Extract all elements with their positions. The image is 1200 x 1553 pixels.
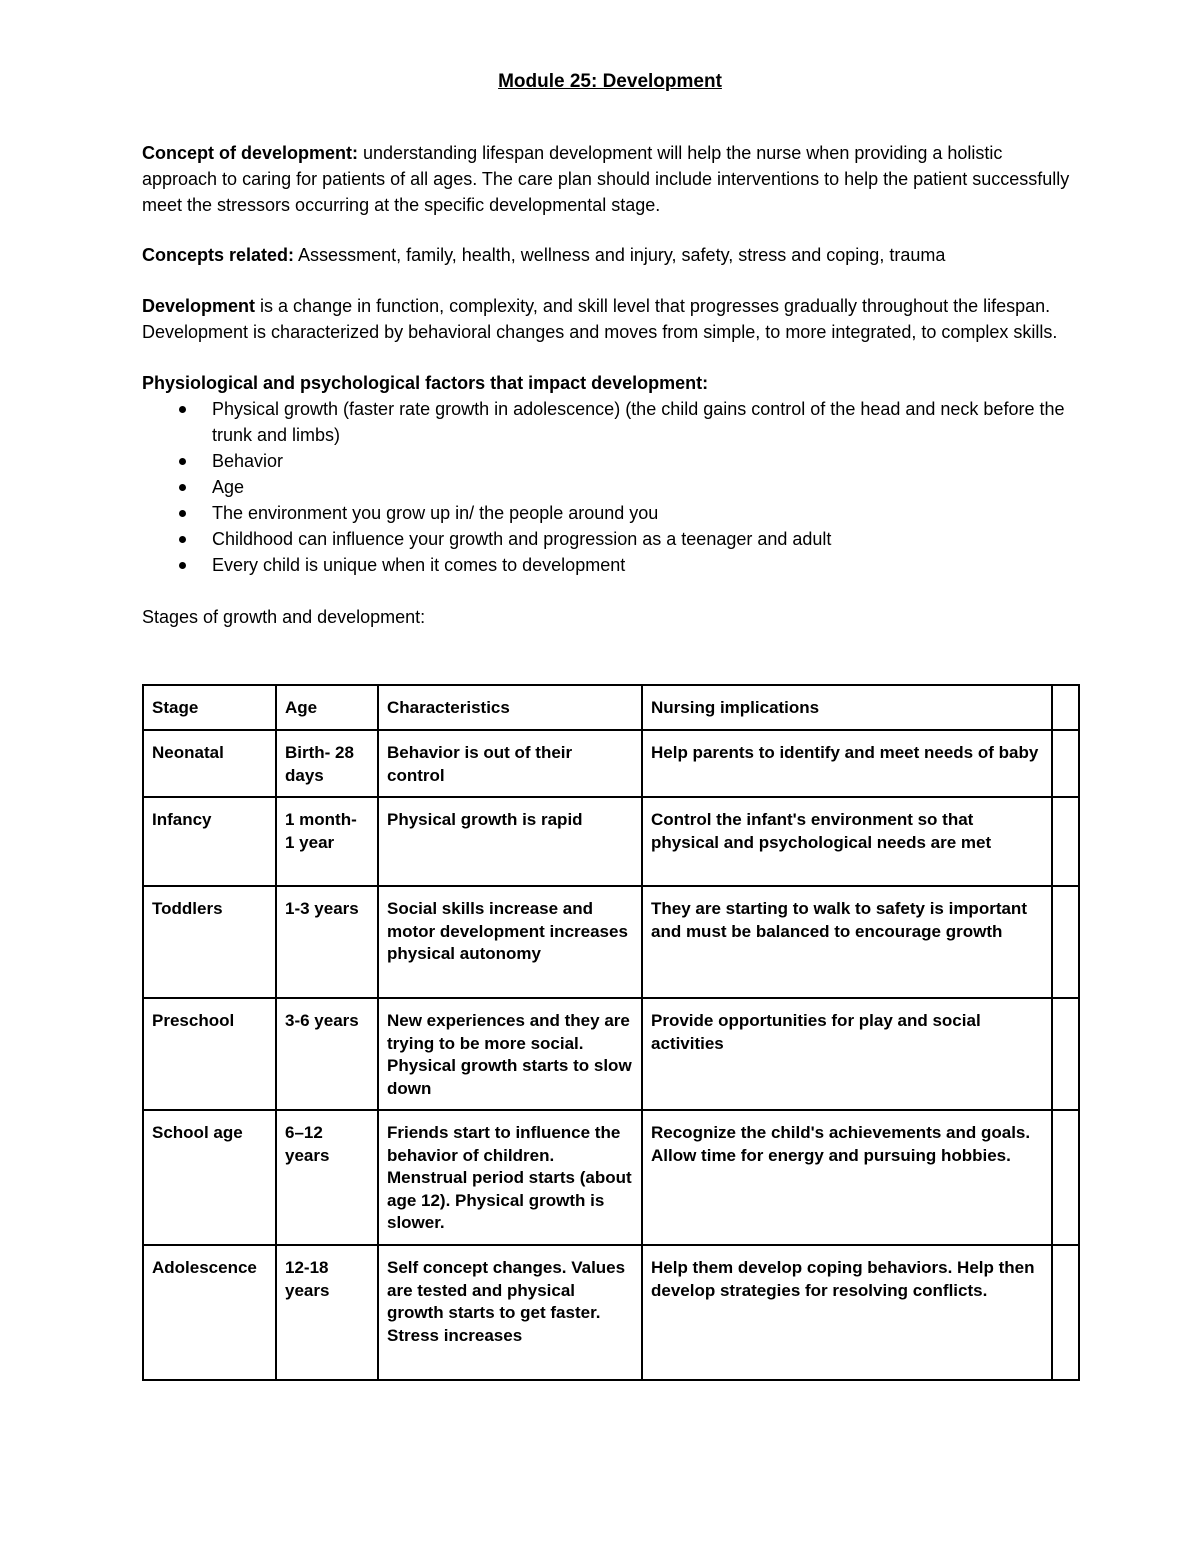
table-row [143, 797, 1079, 886]
bullet-icon [179, 484, 186, 491]
development-paragraph [142, 293, 1078, 345]
table-row [143, 1110, 1079, 1245]
cell-characteristics: Social skills increase and motor development increases physical autonomy [378, 886, 642, 998]
factors-list [142, 396, 1078, 578]
cell-characteristics: Physical growth is rapid [378, 797, 642, 886]
list-item: Childhood can influence your growth and progression as a teenager and adult [142, 526, 1078, 552]
cell-characteristics: Friends start to influence the behavior of children. Menstrual period starts (about age 12). Physical growth is slower. [378, 1110, 642, 1245]
header-age: Age [276, 685, 378, 730]
cell-age: 3-6 years [276, 998, 378, 1110]
cell-stage: Infancy [143, 797, 276, 886]
bullet-icon [179, 562, 186, 569]
bullet-icon [179, 406, 186, 413]
cell-characteristics: Self concept changes. Values are tested and physical growth starts to get faster. Stress increases [378, 1245, 642, 1380]
table-row [143, 998, 1079, 1110]
development-label: Development [142, 296, 256, 316]
table-row [143, 886, 1079, 998]
list-item: The environment you grow up in/ the people around you [142, 500, 1078, 526]
factors-heading: Physiological and psychological factors that impact development: [142, 373, 709, 393]
empty-cell [1052, 886, 1079, 998]
bullet-icon [179, 536, 186, 543]
cell-stage: School age [143, 1110, 276, 1245]
cell-implications: Help parents to identify and meet needs of baby [642, 730, 1052, 797]
cell-age: 1 month- 1 year [276, 797, 378, 886]
cell-age: 6–12 years [276, 1110, 378, 1245]
table-header-row [143, 685, 1079, 730]
header-stage: Stage [143, 685, 276, 730]
cell-stage: Preschool [143, 998, 276, 1110]
concept-label: Concept of development: [142, 143, 359, 163]
empty-cell [1052, 797, 1079, 886]
cell-age: 12-18 years [276, 1245, 378, 1380]
header-implications: Nursing implications [642, 685, 1052, 730]
bullet-icon [179, 458, 186, 465]
list-item: Every child is unique when it comes to development [142, 552, 1078, 578]
development-text: is a change in function, complexity, and skill level that progresses gradually throughout the lifespan. Development is characterized by behavioral changes and moves from simple, to more integrated, to complex skills. [142, 296, 1058, 342]
document-page [142, 68, 1078, 630]
cell-age: Birth- 28 days [276, 730, 378, 797]
empty-cell [1052, 685, 1079, 730]
cell-stage: Toddlers [143, 886, 276, 998]
cell-stage: Neonatal [143, 730, 276, 797]
concept-paragraph [142, 140, 1078, 218]
page-title: Module 25: Development [498, 71, 722, 92]
stages-table [142, 684, 1080, 1381]
empty-cell [1052, 998, 1079, 1110]
cell-implications: Control the infant's environment so that physical and psychological needs are met [642, 797, 1052, 886]
cell-implications: Recognize the child's achievements and goals. Allow time for energy and pursuing hobbies. [642, 1110, 1052, 1245]
table-row [143, 1245, 1079, 1380]
cell-characteristics: New experiences and they are trying to be more social. Physical growth starts to slow down [378, 998, 642, 1110]
cell-implications: Help them develop coping behaviors. Help then develop strategies for resolving conflicts. [642, 1245, 1052, 1380]
cell-implications: Provide opportunities for play and social activities [642, 998, 1052, 1110]
bullet-icon [179, 510, 186, 517]
empty-cell [1052, 1245, 1079, 1380]
header-characteristics: Characteristics [378, 685, 642, 730]
list-item: Behavior [142, 448, 1078, 474]
empty-cell [1052, 1110, 1079, 1245]
related-text: Assessment, family, health, wellness and injury, safety, stress and coping, trauma [294, 245, 946, 265]
cell-characteristics: Behavior is out of their control [378, 730, 642, 797]
cell-implications: They are starting to walk to safety is important and must be balanced to encourage growth [642, 886, 1052, 998]
cell-age: 1-3 years [276, 886, 378, 998]
table-row [143, 730, 1079, 797]
list-item: Age [142, 474, 1078, 500]
concept-text: understanding lifespan development will help the nurse when providing a holistic approach to caring for patients of all ages. The care plan should include interventions to help the patient successfully meet the stressors occurring at the specific developmental stage. [142, 143, 1070, 215]
related-paragraph [142, 242, 1078, 268]
list-item: Physical growth (faster rate growth in adolescence) (the child gains control of the head and neck before the trunk and limbs) [142, 396, 1078, 448]
related-label: Concepts related: [142, 245, 295, 265]
stages-heading: Stages of growth and development: [142, 607, 426, 627]
cell-stage: Adolescence [143, 1245, 276, 1380]
empty-cell [1052, 730, 1079, 797]
